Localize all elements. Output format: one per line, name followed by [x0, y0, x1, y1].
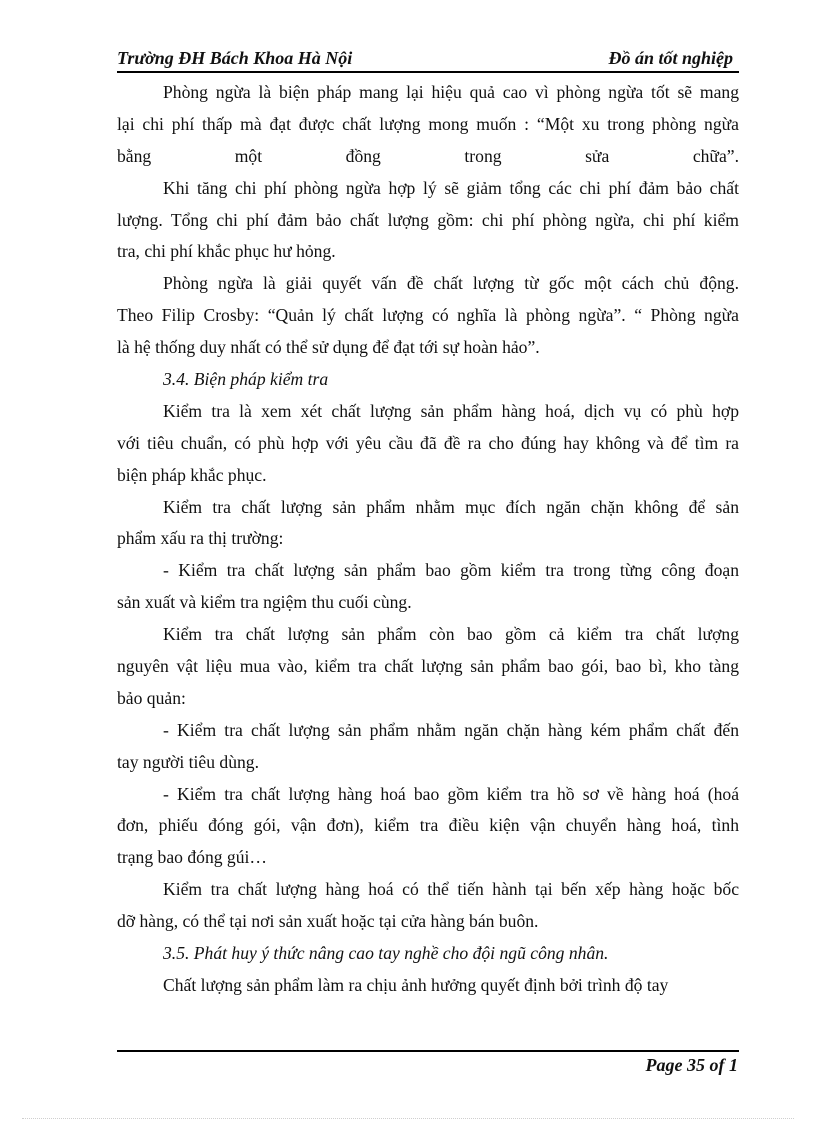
text-line: Phòng ngừa là giải quyết vấn đề chất lượng từ gốc một cách chủ động. — [163, 273, 739, 294]
document-body — [117, 76, 739, 1001]
text-line: dỡ hàng, có thể tại nơi sản xuất hoặc tại cửa hàng bán buôn. — [117, 911, 539, 932]
text-line: tay người tiêu dùng. — [117, 751, 259, 772]
page-number: Page 35 of 1 — [645, 1055, 738, 1075]
section-heading: 3.5. Phát huy ý thức nâng cao tay nghề cho đội ngũ công nhân. — [163, 943, 609, 964]
text-line: Theo Filip Crosby: “Quản lý chất lượng có nghĩa là phòng ngừa”. “ Phòng ngừa — [117, 305, 739, 326]
header-school-name: Trường ĐH Bách Khoa Hà Nội — [117, 48, 353, 68]
text-line: Kiểm tra chất lượng hàng hoá có thể tiến hành tại bến xếp hàng hoặc bốc — [163, 879, 739, 900]
text-line: phẩm xấu ra thị trường: — [117, 528, 284, 549]
text-line: với tiêu chuẩn, có phù hợp với yêu cầu đã đề ra cho đúng hay không và để tìm ra — [117, 432, 739, 453]
text-line: - Kiểm tra chất lượng sản phẩm bao gồm kiểm tra trong từng công đoạn — [163, 560, 739, 581]
text-line: bằng một đồng trong sửa chữa”. — [117, 145, 739, 166]
text-line: Chất lượng sản phẩm làm ra chịu ảnh hưởng quyết định bởi trình độ tay — [163, 974, 669, 995]
text-line: Phòng ngừa là biện pháp mang lại hiệu quả cao vì phòng ngừa tốt sẽ mang — [163, 82, 739, 102]
text-line: Khi tăng chi phí phòng ngừa hợp lý sẽ giảm tổng các chi phí đảm bảo chất — [163, 177, 739, 198]
text-line: là hệ thống duy nhất có thể sử dụng để đạt tới sự hoàn hảo”. — [117, 337, 540, 358]
text-line: tra, chi phí khắc phục hư hỏng. — [117, 241, 336, 262]
footer-rule — [117, 1050, 739, 1052]
text-line: Kiểm tra chất lượng sản phẩm nhằm mục đích ngăn chặn không để sản — [163, 496, 739, 517]
page-edge-divider — [22, 1118, 794, 1119]
text-line: sản xuất và kiểm tra ngiệm thu cuối cùng. — [117, 592, 412, 613]
text-line: biện pháp khắc phục. — [117, 464, 267, 485]
text-line: lượng. Tổng chi phí đảm bảo chất lượng gồm: chi phí phòng ngừa, chi phí kiểm — [117, 209, 739, 230]
page-header — [117, 47, 739, 73]
text-line: Kiểm tra là xem xét chất lượng sản phẩm hàng hoá, dịch vụ có phù hợp — [163, 400, 739, 421]
text-line: Kiểm tra chất lượng sản phẩm còn bao gồm cả kiểm tra chất lượng — [163, 624, 739, 645]
text-line: lại chi phí thấp mà đạt được chất lượng mong muốn : “Một xu trong phòng ngừa — [117, 113, 739, 134]
text-line: đơn, phiếu đóng gói, vận đơn), kiểm tra điều kiện vận chuyển hàng hoá, tình — [117, 815, 739, 836]
text-line: - Kiểm tra chất lượng sản phẩm nhằm ngăn chặn hàng kém phẩm chất đến — [163, 719, 739, 740]
section-heading: 3.4. Biện pháp kiểm tra — [163, 369, 329, 390]
text-line: bảo quản: — [117, 687, 186, 708]
header-document-type: Đồ án tốt nghiệp — [608, 48, 733, 68]
text-line: nguyên vật liệu mua vào, kiểm tra chất lượng sản phẩm bao gói, bao bì, kho tàng — [117, 656, 739, 677]
text-line: trạng bao đóng gúi… — [117, 847, 268, 868]
text-line: - Kiểm tra chất lượng hàng hoá bao gồm kiểm tra hồ sơ về hàng hoá (hoá — [163, 783, 739, 804]
